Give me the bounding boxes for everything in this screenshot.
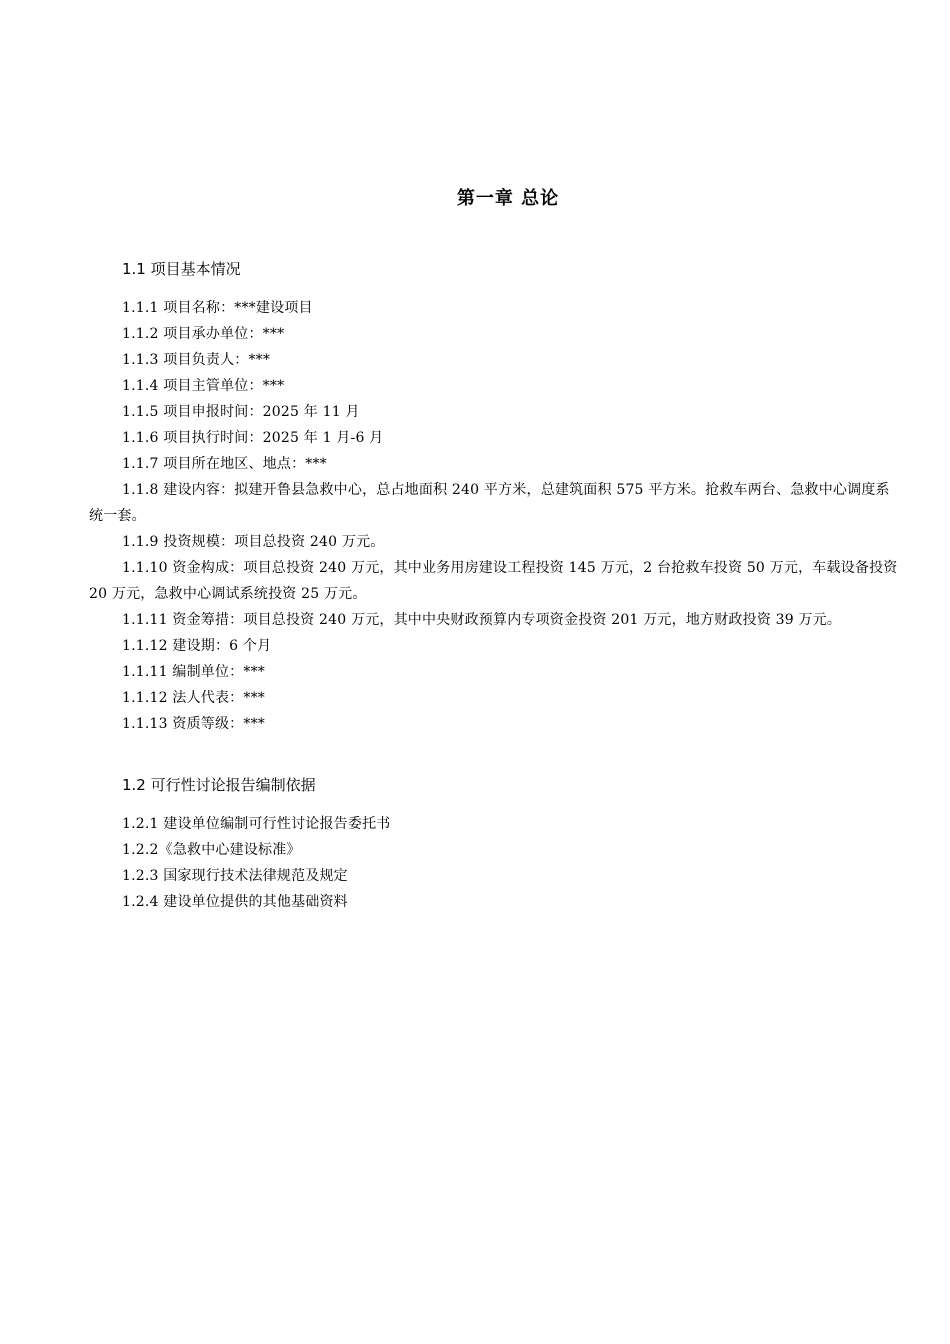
- list-item: 1.2.1 建设单位编制可行性讨论报告委托书: [122, 816, 391, 832]
- list-item: 1.1.12 建设期：6 个月: [122, 638, 272, 654]
- list-item: 1.1.2 项目承办单位：***: [122, 326, 285, 342]
- list-item: 1.1.5 项目申报时间：2025 年 11 月: [122, 404, 360, 420]
- list-item: 1.1.10 资金构成：项目总投资 240 万元，其中业务用房建设工程投资 145 万元，2 台抢救车投资 50 万元，车载设备投资 20 万元，急救中心调试系统投资 25 万元。: [89, 560, 898, 602]
- section-heading-1-2: 1.2 可行性讨论报告编制依据: [122, 776, 316, 794]
- list-item: 1.1.9 投资规模：项目总投资 240 万元。: [122, 534, 385, 550]
- list-item: 1.2.2《急救中心建设标准》: [122, 842, 301, 858]
- list-item: 1.1.6 项目执行时间：2025 年 1 月-6 月: [122, 430, 384, 446]
- list-item: 1.2.4 建设单位提供的其他基础资料: [122, 894, 348, 910]
- list-item: 1.1.8 建设内容：拟建开鲁县急救中心，总占地面积 240 平方米，总建筑面积 575 平方米。抢救车两台、急救中心调度系统一套。: [89, 482, 890, 524]
- list-item: 1.2.3 国家现行技术法律规范及规定: [122, 868, 348, 884]
- list-item: 1.1.1 项目名称：***建设项目: [122, 300, 313, 316]
- chapter-title: 第一章 总论: [456, 188, 560, 209]
- list-item: 1.1.13 资质等级：***: [122, 716, 265, 732]
- basis-list: [89, 811, 901, 915]
- list-item: 1.1.3 项目负责人：***: [122, 352, 271, 368]
- list-item: 1.1.12 法人代表：***: [122, 690, 265, 706]
- list-item: 1.1.4 项目主管单位：***: [122, 378, 285, 394]
- list-item: 1.1.11 编制单位：***: [122, 664, 265, 680]
- list-item: 1.1.7 项目所在地区、地点：***: [122, 456, 327, 472]
- project-info-list: [89, 295, 901, 737]
- list-item: 1.1.11 资金筹措：项目总投资 240 万元，其中中央财政预算内专项资金投资 201 万元，地方财政投资 39 万元。: [122, 612, 842, 628]
- section-heading-1-1: 1.1 项目基本情况: [122, 260, 241, 278]
